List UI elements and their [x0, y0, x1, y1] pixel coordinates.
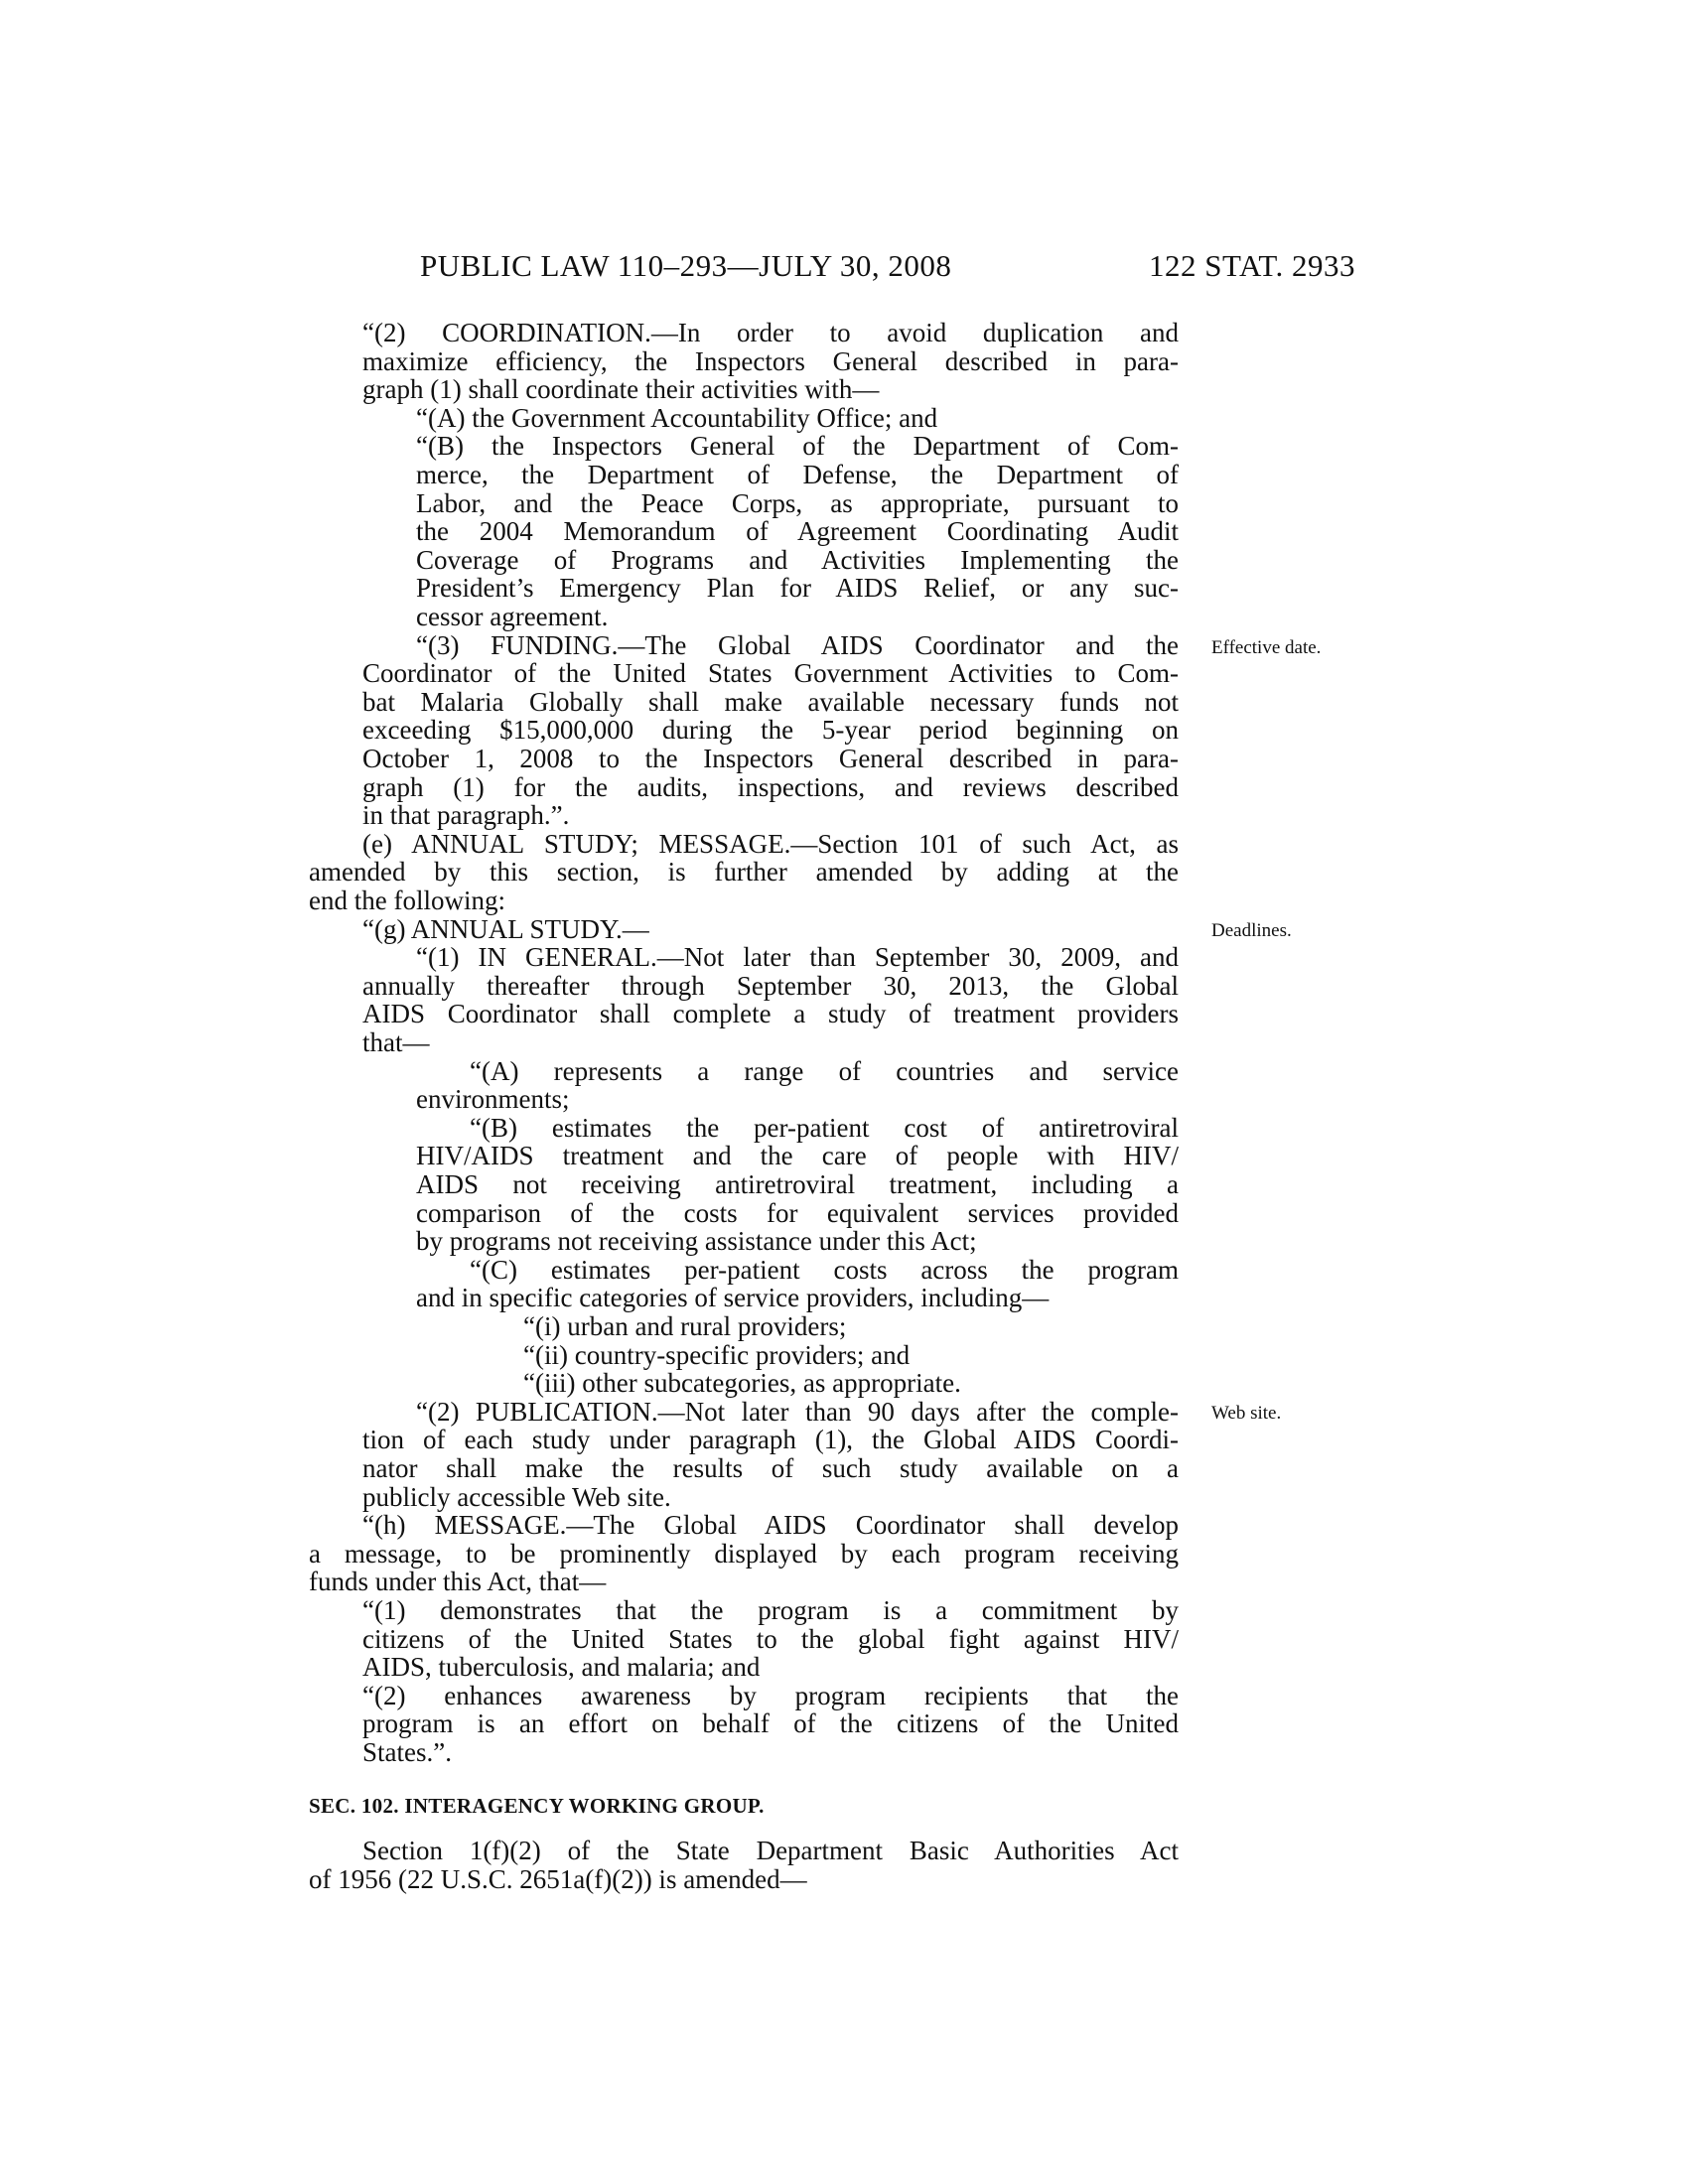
body-line: “(ii) country-specific providers; and	[523, 1340, 911, 1370]
body-line: comparison of the costs for equivalent services provided	[416, 1198, 1179, 1228]
body-line: “(iii) other subcategories, as appropriate.	[523, 1368, 961, 1398]
body-line: “(1) demonstrates that the program is a commitment by	[362, 1595, 1179, 1625]
body-line: HIV/AIDS treatment and the care of people with HIV/	[416, 1141, 1179, 1170]
body-line: “(1) IN GENERAL.—Not later than September 30, 2009, and	[416, 942, 1179, 972]
body-line: tion of each study under paragraph (1), the Global AIDS Coordi-	[362, 1425, 1179, 1454]
body-line: October 1, 2008 to the Inspectors General described in para-	[362, 744, 1179, 773]
body-line: amended by this section, is further amended by adding at the	[309, 857, 1179, 887]
statute-page-number: 122 STAT. 2933	[1149, 248, 1356, 283]
body-line: “(B) estimates the per-patient cost of antiretroviral	[470, 1113, 1179, 1143]
body-line: nator shall make the results of such study available on a	[362, 1453, 1179, 1483]
body-line: funds under this Act, that—	[309, 1567, 607, 1596]
body-line: AIDS Coordinator shall complete a study of treatment providers	[362, 999, 1179, 1028]
body-line: “(h) MESSAGE.—The Global AIDS Coordinator shall develop	[362, 1510, 1179, 1540]
body-line: environments;	[416, 1084, 570, 1114]
body-line: States.”.	[362, 1737, 452, 1767]
body-line: “(2) PUBLICATION.—Not later than 90 days after the comple-	[416, 1397, 1179, 1427]
body-line: “(2) COORDINATION.—In order to avoid duplication and	[362, 318, 1179, 347]
body-line: of 1956 (22 U.S.C. 2651a(f)(2)) is amended—	[309, 1864, 807, 1894]
body-line: Labor, and the Peace Corps, as appropriate, pursuant to	[416, 488, 1179, 518]
margin-note-web-site: Web site.	[1211, 1403, 1282, 1424]
body-line: Section 1(f)(2) of the State Department Basic Authorities Act	[362, 1836, 1179, 1865]
body-line: that—	[362, 1027, 430, 1057]
body-line: and in specific categories of service providers, including—	[416, 1283, 1050, 1312]
body-line: a message, to be prominently displayed by each program receiving	[309, 1539, 1179, 1569]
body-line: cessor agreement.	[416, 602, 609, 631]
body-line: (e) ANNUAL STUDY; MESSAGE.—Section 101 of such Act, as	[362, 829, 1179, 859]
body-line: “(B) the Inspectors General of the Department of Com-	[416, 431, 1179, 461]
body-line: Coordinator of the United States Government Activities to Com-	[362, 658, 1179, 688]
body-line: “(A) the Government Accountability Office; and	[416, 403, 938, 433]
body-line: graph (1) for the audits, inspections, and reviews described	[362, 772, 1179, 802]
body-line: “(3) FUNDING.—The Global AIDS Coordinator and the	[416, 630, 1179, 660]
body-line: President’s Emergency Plan for AIDS Relief, or any suc-	[416, 573, 1179, 603]
body-line: exceeding $15,000,000 during the 5-year period beginning on	[362, 715, 1179, 745]
margin-note-deadlines: Deadlines.	[1211, 920, 1292, 941]
running-header-title: PUBLIC LAW 110–293—JULY 30, 2008	[420, 248, 952, 283]
body-line: maximize efficiency, the Inspectors General described in para-	[362, 346, 1179, 376]
body-line: “(C) estimates per-patient costs across the program	[470, 1255, 1179, 1285]
body-line: “(A) represents a range of countries and service	[470, 1056, 1179, 1086]
body-line: “(g) ANNUAL STUDY.—	[362, 914, 649, 944]
body-line: publicly accessible Web site.	[362, 1482, 671, 1512]
body-line: end the following:	[309, 886, 505, 915]
body-line: “(2) enhances awareness by program recipients that the	[362, 1681, 1179, 1710]
body-line: program is an effort on behalf of the citizens of the United	[362, 1708, 1179, 1738]
margin-note-effective-date: Effective date.	[1211, 637, 1322, 658]
body-line: annually thereafter through September 30, 2013, the Global	[362, 971, 1179, 1001]
body-line: “(i) urban and rural providers;	[523, 1311, 847, 1341]
body-line: by programs not receiving assistance under this Act;	[416, 1226, 977, 1256]
body-line: graph (1) shall coordinate their activities with—	[362, 374, 880, 404]
body-line: bat Malaria Globally shall make available necessary funds not	[362, 687, 1179, 717]
body-line: Coverage of Programs and Activities Implementing the	[416, 545, 1179, 575]
body-line: citizens of the United States to the global fight against HIV/	[362, 1624, 1179, 1654]
body-line: AIDS not receiving antiretroviral treatment, including a	[416, 1169, 1179, 1199]
body-line: in that paragraph.”.	[362, 800, 570, 830]
body-line: the 2004 Memorandum of Agreement Coordinating Audit	[416, 516, 1179, 546]
body-line: AIDS, tuberculosis, and malaria; and	[362, 1652, 761, 1682]
body-line: merce, the Department of Defense, the Department of	[416, 460, 1179, 489]
section-heading: SEC. 102. INTERAGENCY WORKING GROUP.	[309, 1794, 765, 1818]
